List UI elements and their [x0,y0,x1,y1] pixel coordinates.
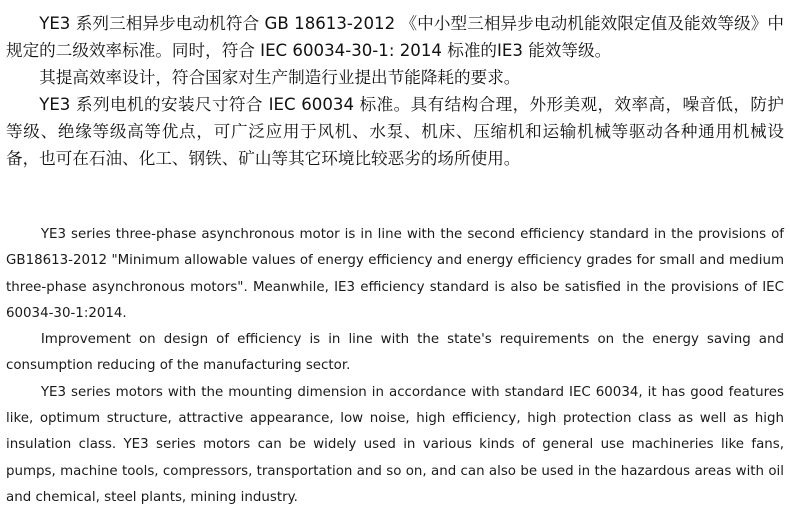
chinese-paragraph-3: YE3 系列电机的安装尺寸符合 IEC 60034 标准。具有结构合理，外形美观，效率高，噪音低，防护等级、绝缘等级高等优点，可广泛应用于风机、水泵、机床、压缩机和运输机械等驱动各种通用机械设备，也可在石油、化工、钢铁、矿山等其它环境比较恶劣的场所使用。 [6,95,784,168]
chinese-paragraph-1: YE3 系列三相异步电动机符合 GB 18613-2012 《中小型三相异步电动机能效限定值及能效等级》中规定的二级效率标准。同时，符合 IEC 60034-30-1: 2014 标准的IE3 能效等级。 [6,14,784,60]
english-paragraph-3: YE3 series motors with the mounting dimension in accordance with standard IEC 60034, it has good features like, optimum structure, attractive appearance, low noise, high efficiency, high protection class as well as high insulation class. YE3 series motors can be widely used in various kinds of general use machineries like fans, pumps, machine tools, compressors, transportation and so on, and can also be used in the hazardous areas with oil and chemical, steel plants, mining industry. [6,384,784,505]
english-paragraph-1: YE3 series three-phase asynchronous motor is in line with the second efficiency standard in the provisions of GB18613-2012 "Minimum allowable values of energy efficiency and energy efficiency grades for small and medium three-phase asynchronous motors". Meanwhile, IE3 efficiency standard is also be satisfied in the provisions of IEC 60034-30-1:2014. [6,227,784,321]
chinese-paragraph-2: 其提高效率设计，符合国家对生产制造行业提出节能降耗的要求。 [39,68,521,87]
chinese-description [6,10,784,172]
english-paragraph-2: Improvement on design of efficiency is in line with the state's requirements on the energy saving and consumption reducing of the manufacturing sector. [6,332,784,374]
english-description [6,222,784,511]
